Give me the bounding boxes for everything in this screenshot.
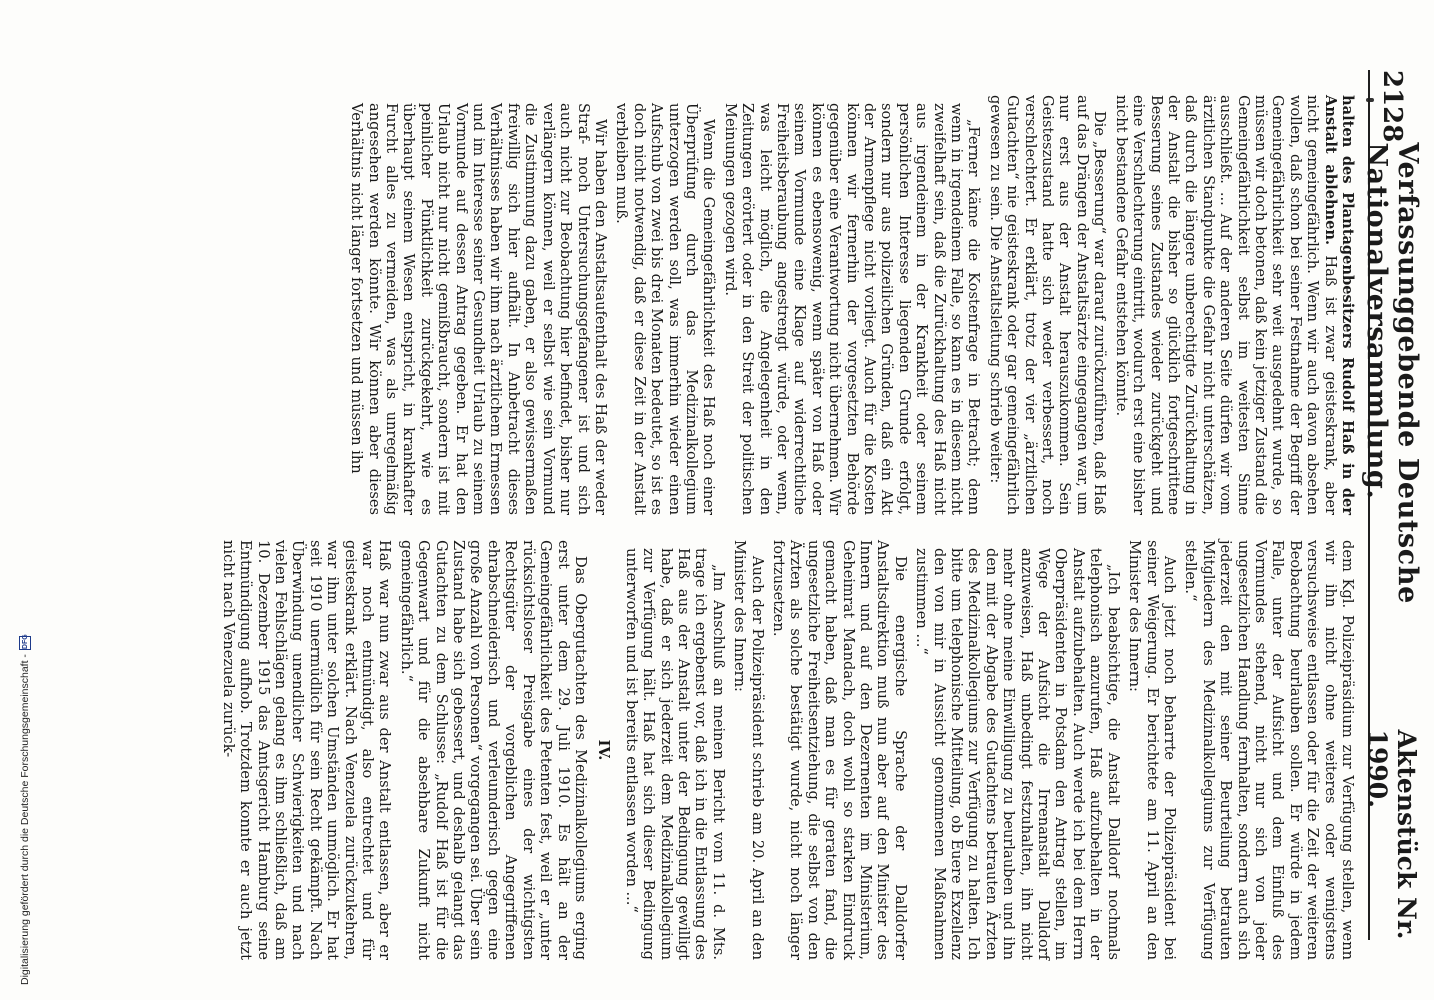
paragraph: dem Kgl. Polizeipräsidium zur Verfügung stellen, wenn wir ihn nicht ohne weiteres oder wenigstens versuchsweise entlassen oder für die Zeit der weiteren Beobachtung beurlauben sollen. Er würde in jedem Falle, unter der Aufsicht und dem Einfluß des Vormundes stehend, nicht nur sich von jeder ungesetzlichen Handlung fernhalten, sondern auch sich jederzeit den mit seiner Beurteilung betrauten Mitgliedern des Medizinalkollegiums zur Verfügung stellen.“ — [1182, 540, 1356, 960]
running-title: Verfassunggebende Deutsche Nationalversammlung. — [1361, 142, 1423, 604]
section-heading: IV. — [595, 739, 613, 761]
left-column — [116, 95, 1356, 515]
file-reference: Aktenstück Nr. 1990. — [1363, 729, 1421, 940]
paragraph: Auch jetzt noch beharrte der Polizeipräsident bei seiner Weigerung. Er berichtete am 11. April an den Minister des Innern: — [1126, 540, 1178, 960]
page-number: 2128 — [1377, 70, 1407, 143]
right-column — [219, 540, 1356, 960]
paragraph-text: Haß ist zwar geisteskrank, aber nicht gemeingefährlich. Wenn wir auch davon absehen wollen, daß schon bei seiner Festnahme der Begriff der Gemeingefährlichkeit sehr weit ausgedehnt wurde, so müssen wir doch betonen, daß kein jetziger Zustand die Gemeingefährlichkeit selbst im weitesten Sinne ausschließt. ... Auf der anderen Seite dürfen wir vom ärztlichen Standpunkte die Gefahr nicht unterschätzen, daß durch die längere unberechtigte Zurückhaltung in der Anstalt die bisher so glücklich fortgeschrittene Besserung seines Zustandes wieder zurückgeht und eine Verschlechterung eintritt, wodurch erst eine bisher nicht bestandene Gefahr entstehen könnte. — [1112, 95, 1339, 515]
paragraph: Das Obergutachten des Medizinalkollegiums erging erst unter dem 29. Juli 1910. Es hält an der Gemeingefährlichkeit des Petenten fest, weil er „unter rücksichtsloser Preisgabe eines der wichtigsten Rechtsgüter der vorgeblichen Angegriffenen ehrabschneiderisch und verleumderisch gegen eine große Anzahl von Personen“ vorgegangen sei. Über sein Zustand habe sich gebessert, und deshalb gelangt das Gutachten zu dem Schlusse: „Rudolf Haß ist für die Gegenwart und für die absehbare Zukunft nicht gemeingefährlich.“ — [397, 540, 589, 960]
paragraph: Die „Besserung“ war darauf zurückzuführen, daß Haß auf das Drängen der Anstaltsärzte eingegangen war, um nur erst aus der Anstalt herauszukommen. Sein Geisteszustand hatte sich weder verbessert, noch verschlechtert. Er erklärt, trotz der vier „ärztlichen Gutachten“ nie geisteskrank oder gar gemeingefährlich gewesen zu sein. Die Anstaltsleitung schrieb weiter: — [986, 95, 1109, 515]
digitization-text: Digitalisierung gefördert durch die Deutsche Forschungsgemeinschaft - — [19, 654, 31, 985]
paragraph: Die energische Sprache der Dalldorfer Anstaltsdirektion muß nun aber auf den Minister des Innern und auf den Dezernenten im Ministerium, Geheimrat Mandach, doch wohl so starken Eindruck gemacht haben, daß man es für geraten fand, die ungesetzliche Freiheitsentziehung, die selbst von den Ärzten als solche bestätigt wurde, nicht noch länger fortzusetzen. — [770, 540, 909, 960]
running-header — [1361, 70, 1423, 940]
dfg-logo: DFG — [19, 636, 31, 650]
quoted-paragraph: Wir haben den Anstaltsaufenthalt des Haß der weder Straf- noch Untersuchungsgefangener ist und sich auch nicht zur Beobachtung hier befindet, bisher nur verlängern können, weil er selbst wie sein Vormund die Zustimmung dazu gaben, er also gewissermaßen freiwillig sich hier aufhält. In Anbetracht dieses Verhältnisses haben wir ihm nach ärztlichem Ermessen und im Interesse seiner Gesundheit Urlaub zu seinem Vormunde auf dessen Antrag gegeben. Er hat den Urlaub nicht nur nicht gemißbraucht, sondern ist mit peinlicher Pünktlichkeit zurückgekehrt, wie es überhaupt seinem Wesen entspricht, in krankhafter Furcht alles zu vermeiden, was als unregelmäßig angesehen werden könnte. Wir können aber dieses Verhältnis nicht länger fortsetzen und müssen ihn — [348, 103, 609, 515]
quoted-paragraph: „Ferner käme die Kostenfrage in Betracht; denn wenn in irgendeinem Falle, so kann es in diesem nicht zweifelhaft sein, daß die Zurückhaltung des Haß nicht aus irgendeinem in der Krankheit oder seinem persönlichen Interesse liegenden Grunde erfolgt, sondern nur aus polizeilichen Gründen, daß ein Akt der Armenpflege nicht vorliegt. Auch für die Kosten können wir fernerhin der vorgesetzten Behörde gegenüber eine Verantwortung nicht übernehmen. Wir können es ebensowenig, wenn später von Haß oder seinem Vormunde eine Klage auf widerrechtliche Freiheitsberaubung angestrengt würde, oder wenn, was leicht möglich, die Angelegenheit in den Zeitungen erörtert oder in den Streit der politischen Meinungen gezogen wird. — [721, 103, 983, 515]
paragraph — [1112, 95, 1356, 515]
digitization-note — [18, 545, 32, 985]
paragraph: Haß war nun zwar aus der Anstalt entlassen, aber er war noch entmündigt, also entrechtet und für geisteskrank erklärt. Nach Venezuela zurückzukehren, war ihm unter solchen Umständen unmöglich. Er hat seit 1910 unermüdlich für sein Recht gekämpft. Nach Überwindung unendlicher Schwierigkeiten und nach vielen Fehlschlägen gelang es ihm schließlich, daß am 10. Dezember 1915 das Amtsgericht Hamburg seine Entmündigung aufhob. Trotzdem konnte er auch jetzt nicht nach Venezuela zurück- — [219, 540, 394, 960]
quoted-paragraph: „Im Anschluß an meinen Bericht vom 11. d. Mts. trage ich ergebenst vor, daß ich in die Entlassung des Haß aus der Anstalt unter der Bedingung gewilligt habe, daß er sich jederzeit dem Medizinalkollegium zur Verfügung hält. Haß hat sich dieser Bedingung unterworfen und ist bereits entlassen worden ...“ — [622, 548, 727, 960]
emphasis-text: halten des Plantagenbesitzers Rudolf Haß in der Anstalt ablehnen. — [1321, 95, 1356, 515]
paragraph: Auch der Polizeipräsident schrieb am 20. April an den Minister des Innern: — [731, 540, 766, 960]
quoted-paragraph: „Ich beabsichtige, die Anstalt Dalldorf nochmals telephonisch anzurufen, Haß aufzubehalten in der Anstalt aufzubehalten. Auch werde ich bei dem Herrn Oberpräsidenten in Potsdam den Antrag stellen, im Wege der Aufsicht die Irrenanstalt Dalldorf anzuweisen, Haß unbedingt festzuhalten, ihn nicht mehr ohne meine Einwilligung zu beurlauben und ihn den mit der Abgabe des Gutachtens betrauten Ärzten des Medizinalkollegiums zur Verfügung zu halten. Ich bitte um telephonische Mitteilung, ob Euere Exzellenz den von mir in Aussicht genommenen Maßnahmen zustimmen ...“ — [913, 548, 1122, 960]
quoted-paragraph: Wenn die Gemeingefährlichkeit des Haß noch einer Überprüfung durch das Medizinalkollegium unterzogen werden soll, was immerhin wieder einen Aufschub von zwei bis drei Monaten bedeutet, so ist es doch nicht notwendig, daß er diese Zeit in der Anstalt verbleiben muß. — [613, 103, 718, 515]
